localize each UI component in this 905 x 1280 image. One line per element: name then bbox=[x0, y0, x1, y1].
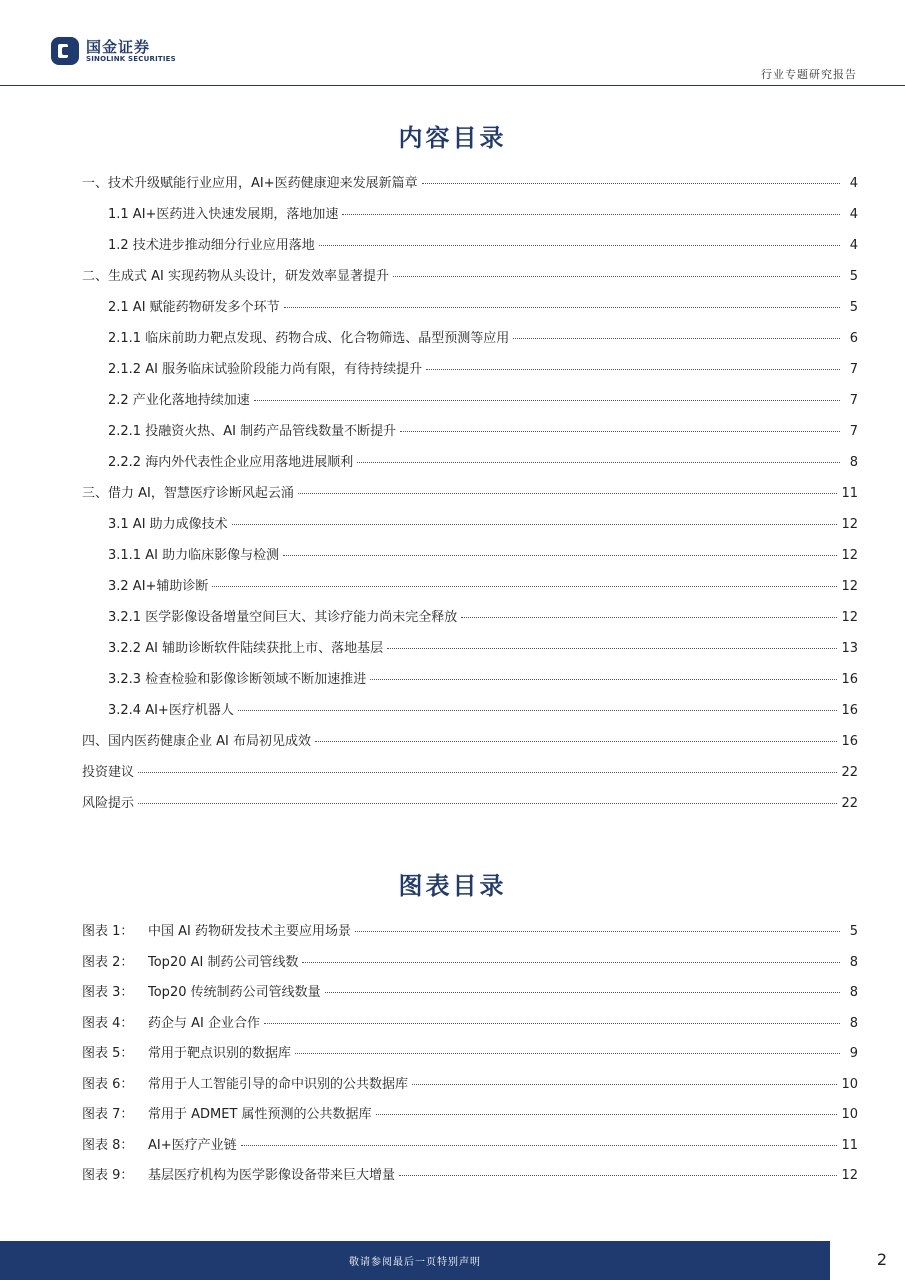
toc-entry-label: 3.1 AI 助力成像技术 bbox=[108, 517, 228, 532]
toc-entry-label: 3.1.1 AI 助力临床影像与检测 bbox=[108, 548, 280, 563]
figure-entry-number: 图表 6： bbox=[82, 1076, 134, 1092]
toc-entry-page: 4 bbox=[849, 207, 858, 222]
dot-leader bbox=[284, 307, 840, 308]
toc-entry[interactable] bbox=[82, 234, 858, 265]
figure-entry-label: 常用于人工智能引导的命中识别的公共数据库 bbox=[148, 1076, 409, 1092]
figure-entry-number: 图表 2： bbox=[82, 954, 134, 970]
figure-entry-label: Top20 传统制药公司管线数量 bbox=[148, 985, 321, 1000]
toc-entry[interactable] bbox=[82, 203, 858, 234]
dot-leader bbox=[298, 493, 838, 494]
toc-entry-label: 2.1.1 临床前助力靶点发现、药物合成、化合物筛选、晶型预测等应用 bbox=[108, 331, 510, 346]
dot-leader bbox=[399, 1175, 837, 1176]
toc-entry-page: 5 bbox=[849, 269, 858, 284]
figure-entry-label: 中国 AI 药物研发技术主要应用场景 bbox=[148, 924, 351, 939]
toc-entry[interactable] bbox=[82, 761, 858, 792]
company-logo bbox=[50, 36, 176, 66]
page-header bbox=[0, 0, 905, 86]
dot-leader bbox=[400, 431, 840, 432]
toc-entry-page: 4 bbox=[849, 176, 858, 191]
dot-leader bbox=[355, 931, 840, 932]
figure-entry[interactable] bbox=[82, 1042, 858, 1073]
report-type-label: 行业专题研究报告 bbox=[761, 68, 857, 81]
dot-leader bbox=[461, 617, 837, 618]
dot-leader bbox=[412, 1084, 837, 1085]
logo-chinese-name: 国金证券 bbox=[86, 37, 151, 56]
toc-entry[interactable] bbox=[82, 389, 858, 420]
dot-leader bbox=[370, 679, 837, 680]
toc-entry-label: 1.1 AI+医药进入快速发展期，落地加速 bbox=[108, 207, 339, 222]
figure-entry-number: 图表 8： bbox=[82, 1137, 134, 1153]
toc-entry-label: 3.2.1 医学影像设备增量空间巨大、其诊疗能力尚未完全释放 bbox=[108, 610, 458, 625]
dot-leader bbox=[264, 1023, 840, 1024]
dot-leader bbox=[357, 462, 840, 463]
toc-entry-label: 2.1.2 AI 服务临床试验阶段能力尚有限，有待持续提升 bbox=[108, 362, 423, 377]
toc-entry-page: 16 bbox=[841, 672, 858, 687]
dot-leader bbox=[387, 648, 837, 649]
figure-entry-number: 图表 5： bbox=[82, 1046, 134, 1061]
toc-entry-label: 2.1 AI 赋能药物研发多个环节 bbox=[108, 300, 280, 315]
figure-entry-page: 8 bbox=[849, 1015, 858, 1031]
figure-entry-number: 图表 4： bbox=[82, 1015, 134, 1031]
dot-leader bbox=[254, 400, 840, 401]
toc-entry-label: 三、借力 AI，智慧医疗诊断风起云涌 bbox=[82, 486, 294, 501]
figure-entry-label: 常用于靶点识别的数据库 bbox=[148, 1046, 292, 1061]
footer-disclaimer: 敬请参阅最后一页特别声明 bbox=[349, 1257, 481, 1268]
figure-entry[interactable] bbox=[82, 1073, 858, 1104]
logo-english-name: SINOLINK SECURITIES bbox=[86, 54, 176, 63]
dot-leader bbox=[325, 992, 840, 993]
dot-leader bbox=[238, 710, 838, 711]
toc-entry-page: 22 bbox=[841, 796, 858, 811]
toc-entry-page: 12 bbox=[841, 517, 858, 532]
dot-leader bbox=[376, 1114, 838, 1115]
figure-entry-page: 11 bbox=[841, 1137, 858, 1153]
toc-entry[interactable] bbox=[82, 482, 858, 513]
toc-entry-page: 12 bbox=[841, 610, 858, 625]
toc-entry-label: 3.2.2 AI 辅助诊断软件陆续获批上市、落地基层 bbox=[108, 641, 384, 656]
toc-entry[interactable] bbox=[82, 327, 858, 358]
figure-entry-page: 5 bbox=[849, 924, 858, 939]
toc-entry[interactable] bbox=[82, 420, 858, 451]
toc-entry-page: 11 bbox=[841, 486, 858, 501]
header-divider bbox=[0, 85, 905, 86]
figure-entry-page: 9 bbox=[849, 1046, 858, 1061]
figure-entry-label: 药企与 AI 企业合作 bbox=[148, 1015, 260, 1031]
dot-leader bbox=[342, 214, 840, 215]
dot-leader bbox=[212, 586, 837, 587]
figure-index-title: 图表目录 bbox=[398, 871, 507, 900]
figure-entry[interactable] bbox=[82, 1164, 858, 1195]
dot-leader bbox=[138, 772, 837, 773]
figure-entry[interactable] bbox=[82, 951, 858, 982]
toc-entry-page: 7 bbox=[849, 362, 858, 377]
toc-entry-label: 3.2.3 检查检验和影像诊断领域不断加速推进 bbox=[108, 672, 367, 687]
toc-entry-label: 1.2 技术进步推动细分行业应用落地 bbox=[108, 238, 315, 253]
figure-entry-page: 8 bbox=[849, 985, 858, 1000]
figure-entry-label: Top20 AI 制药公司管线数 bbox=[148, 954, 299, 970]
dot-leader bbox=[426, 369, 840, 370]
figure-entry-number: 图表 9： bbox=[82, 1168, 134, 1183]
dot-leader bbox=[302, 962, 840, 963]
toc-entry[interactable] bbox=[82, 575, 858, 606]
figure-entry[interactable] bbox=[82, 1134, 858, 1165]
page-footer bbox=[0, 1241, 905, 1280]
toc-entry[interactable] bbox=[82, 699, 858, 730]
toc-entry-page: 7 bbox=[849, 424, 858, 439]
figure-entry-page: 12 bbox=[841, 1168, 858, 1183]
toc-entry-page: 6 bbox=[849, 331, 858, 346]
figure-entry-label: AI+医疗产业链 bbox=[148, 1137, 237, 1153]
toc-title: 内容目录 bbox=[398, 123, 507, 152]
figure-entry-label: 基层医疗机构为医学影像设备带来巨大增量 bbox=[148, 1168, 396, 1183]
toc-entry-page: 22 bbox=[841, 765, 858, 780]
figure-entry[interactable] bbox=[82, 1012, 858, 1043]
toc-entry[interactable] bbox=[82, 358, 858, 389]
figure-entry-number: 图表 3： bbox=[82, 985, 134, 1000]
toc-entry-page: 7 bbox=[849, 393, 858, 408]
toc-entry[interactable] bbox=[82, 792, 858, 823]
page-number: 2 bbox=[876, 1250, 887, 1269]
toc-entry-label: 2.2.1 投融资火热、AI 制药产品管线数量不断提升 bbox=[108, 424, 397, 439]
toc-entry-page: 8 bbox=[849, 455, 858, 470]
figure-entry-page: 8 bbox=[849, 954, 858, 970]
toc-entry-label: 2.2 产业化落地持续加速 bbox=[108, 393, 250, 408]
toc-entry-label: 风险提示 bbox=[82, 796, 135, 811]
figure-entry[interactable] bbox=[82, 981, 858, 1012]
toc-entry[interactable] bbox=[82, 668, 858, 699]
toc-entry[interactable] bbox=[82, 730, 858, 761]
toc-entry-label: 3.2.4 AI+医疗机器人 bbox=[108, 703, 234, 718]
figure-entry-page: 10 bbox=[841, 1107, 858, 1122]
figure-entry-label: 常用于 ADMET 属性预测的公共数据库 bbox=[148, 1107, 372, 1122]
toc-entry-label: 一、技术升级赋能行业应用，AI+医药健康迎来发展新篇章 bbox=[82, 176, 418, 191]
toc-entry-label: 四、国内医药健康企业 AI 布局初见成效 bbox=[82, 734, 311, 749]
logo-mark-icon bbox=[50, 36, 80, 66]
dot-leader bbox=[283, 555, 837, 556]
toc-entry[interactable] bbox=[82, 172, 858, 203]
toc-entry-page: 16 bbox=[841, 703, 858, 718]
toc-entry[interactable] bbox=[82, 606, 858, 637]
figure-entry[interactable] bbox=[82, 1103, 858, 1134]
toc-entry[interactable] bbox=[82, 451, 858, 482]
toc-entry[interactable] bbox=[82, 513, 858, 544]
dot-leader bbox=[295, 1053, 840, 1054]
dot-leader bbox=[232, 524, 838, 525]
figure-entry-number: 图表 1： bbox=[82, 924, 134, 939]
dot-leader bbox=[138, 803, 837, 804]
dot-leader bbox=[422, 183, 840, 184]
toc-entry[interactable] bbox=[82, 296, 858, 327]
dot-leader bbox=[319, 245, 840, 246]
figure-entry-number: 图表 7： bbox=[82, 1107, 134, 1122]
toc-entry-page: 5 bbox=[849, 300, 858, 315]
footer-bar bbox=[0, 1241, 830, 1280]
toc-entry[interactable] bbox=[82, 637, 858, 668]
toc-entry-page: 4 bbox=[849, 238, 858, 253]
toc-entry[interactable] bbox=[82, 265, 858, 296]
toc-entry-page: 12 bbox=[841, 579, 858, 594]
toc-entry-label: 二、生成式 AI 实现药物从头设计，研发效率显著提升 bbox=[82, 269, 389, 284]
dot-leader bbox=[241, 1145, 838, 1146]
figure-entry[interactable] bbox=[82, 920, 858, 951]
figure-entry-page: 10 bbox=[841, 1076, 858, 1092]
dot-leader bbox=[393, 276, 840, 277]
toc-entry-page: 13 bbox=[841, 641, 858, 656]
toc-entry[interactable] bbox=[82, 544, 858, 575]
dot-leader bbox=[315, 741, 837, 742]
toc-entry-label: 3.2 AI+辅助诊断 bbox=[108, 579, 209, 594]
figure-index bbox=[82, 920, 858, 1195]
toc-entry-page: 16 bbox=[841, 734, 858, 749]
table-of-contents bbox=[82, 172, 858, 823]
toc-entry-page: 12 bbox=[841, 548, 858, 563]
toc-entry-label: 2.2.2 海内外代表性企业应用落地进展顺利 bbox=[108, 455, 354, 470]
dot-leader bbox=[513, 338, 840, 339]
toc-entry-label: 投资建议 bbox=[82, 765, 135, 780]
